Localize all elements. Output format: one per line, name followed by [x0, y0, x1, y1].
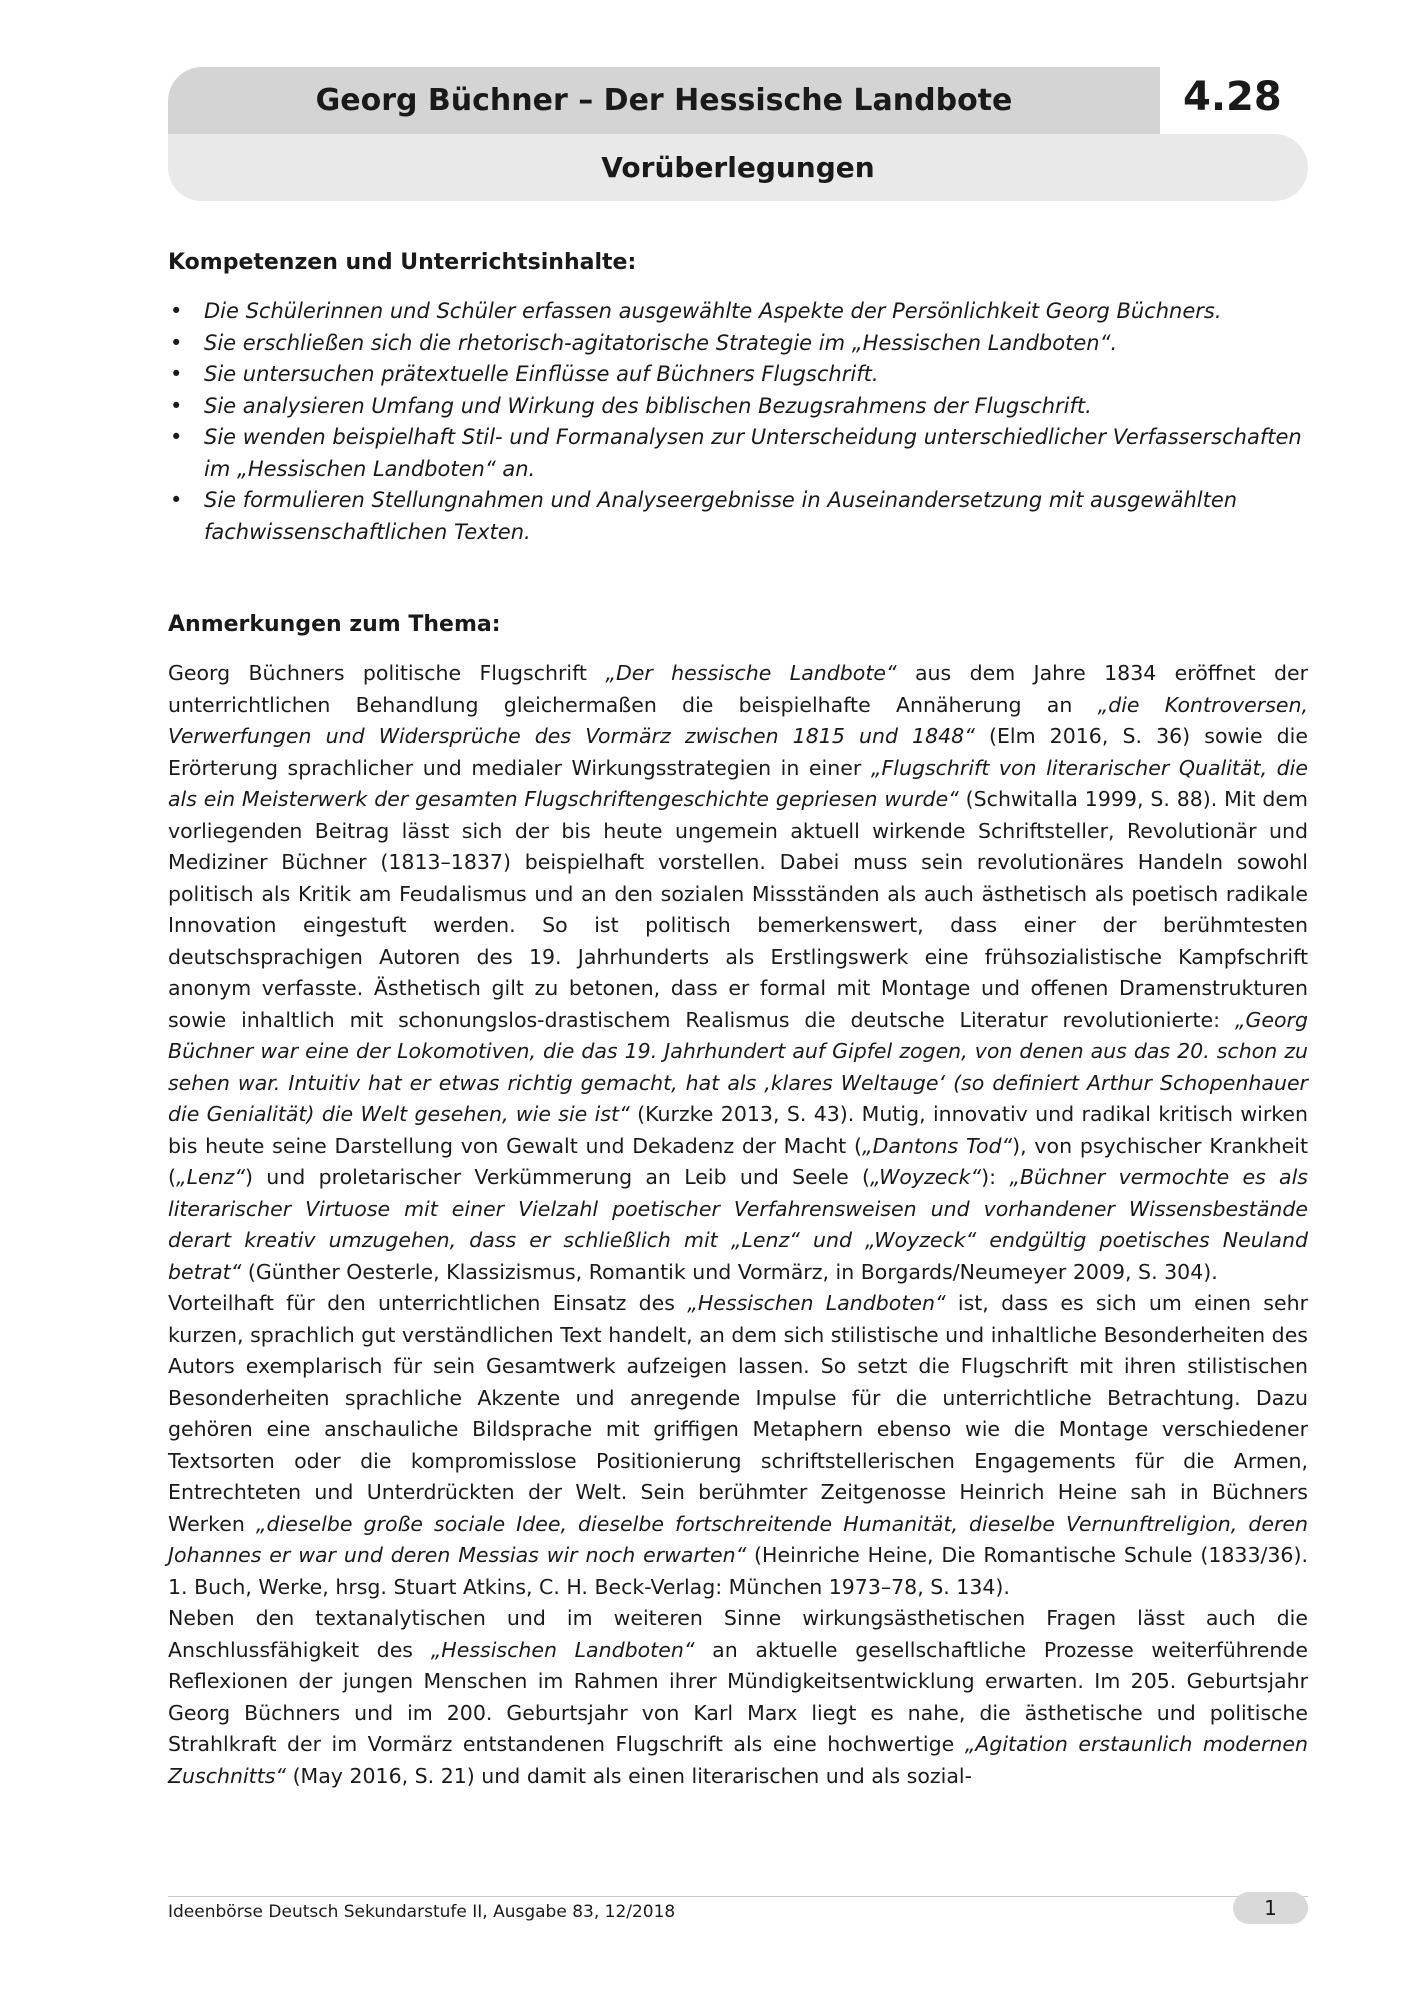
page-subtitle: Vorüberlegungen [601, 151, 875, 184]
text-run: (May 2016, S. 21) und damit als einen literarischen und als sozial- [286, 1763, 973, 1788]
paragraph-3 [168, 1603, 1308, 1792]
text-run: Vorteilhaft für den unterrichtlichen Einsatz des [168, 1291, 688, 1315]
competencies-list [168, 296, 1308, 548]
paragraph-2 [168, 1288, 1308, 1603]
text-run: aus dem Jahre 1834 eröffnet der unterrichtlichen Behandlung gleichermaßen die beispielhafte Annäherung an [168, 661, 1308, 717]
quote: „Georg Büchner war eine der Lokomotiven, die das 19. Jahrhundert auf Gipfel zogen, von denen aus das 20. schon zu sehen war. Intuitiv hat er etwas richtig gemacht, hat als ‚klares Weltauge‘ (so definiert Arthur Schopenhauer die Genialität) die Welt gesehen, wie sie ist“ [168, 1007, 1308, 1126]
remarks-heading: Anmerkungen zum Thema: [168, 612, 501, 637]
list-item: • Die Schülerinnen und Schüler erfassen ausgewählte Aspekte der Persönlichkeit Georg Büchners. [168, 296, 1308, 328]
quote: „Der hessische Landbote“ [605, 661, 897, 685]
list-item: • Sie erschließen sich die rhetorisch-agitatorische Strategie im „Hessischen Landboten“. [168, 328, 1308, 360]
quote: „Hessischen Landboten“ [430, 1637, 695, 1662]
text-run: an aktuelle gesellschaftliche Prozesse weiterführende Reflexionen der jungen Menschen im Rahmen ihrer Mündigkeitsentwicklung erwarten. Im 205. Geburtsjahr Georg Büchners und im 200. Geburtsjahr von Karl Marx liegt es nahe, die ästhetische und politische Strahlkraft der im Vormärz entstandenen Flugschrift als eine hochwertige [168, 1637, 1308, 1756]
competencies-heading: Kompetenzen und Unterrichtsinhalte: [168, 250, 637, 275]
quote: „Flugschrift von literarischer Qualität, die als ein Meisterwerk der gesamten Flugschriftengeschichte gepriesen wurde“ [168, 755, 1308, 811]
quote: „Lenz“ [176, 1165, 246, 1189]
list-item: • Sie analysieren Umfang und Wirkung des biblischen Bezugsrahmens der Flugschrift. [168, 391, 1308, 423]
page-title: Georg Büchner – Der Hessische Landbote [315, 83, 1013, 118]
subtitle-bar [168, 134, 1308, 201]
list-item: • Sie untersuchen prätextuelle Einflüsse auf Büchners Flugschrift. [168, 359, 1308, 391]
text-run: ): [981, 1165, 1010, 1189]
quote: „Dantons Tod“ [861, 1133, 1013, 1158]
text-run: ), von psychischer Krankheit ( [168, 1133, 1308, 1189]
footer-divider [168, 1896, 1308, 1897]
quote: „Büchner vermochte es als literarischer Virtuose mit einer Vielzahl poetischer Verfahrensweisen und vorhandener Wissensbestände derart kreativ umzugehen, dass er schließlich mit „Lenz“ und „Woyzeck“ endgültig poetisches Neuland betrat“ [168, 1165, 1308, 1284]
text-run: (Elm 2016, S. 36) sowie die Erörterung sprachlicher und medialer Wirkungsstrategien in einer [168, 724, 1308, 780]
quote: „Woyzeck“ [869, 1165, 982, 1189]
list-item: • Sie formulieren Stellungnahmen und Analyseergebnisse in Auseinandersetzung mit ausgewählten fachwissenschaftlichen Texten. [168, 485, 1308, 548]
quote: „dieselbe große sociale Idee, dieselbe fortschreitende Humanität, dieselbe Vernunftreligion, deren Johannes er war und deren Messias wir noch erwarten“ [168, 1511, 1308, 1567]
list-item: • Sie wenden beispielhaft Stil- und Formanalysen zur Unterscheidung unterschiedlicher Verfasserschaften im „Hessischen Landboten“ an. [168, 422, 1308, 485]
text-run: Neben den textanalytischen und im weiteren Sinne wirkungsästhetischen Fragen lässt auch die Anschlussfähigkeit des [168, 1606, 1308, 1662]
section-number: 4.28 [1183, 74, 1282, 120]
text-run: (Günther Oesterle, Klassizismus, Romantik und Vormärz, in Borgards/Neumeyer 2009, S. 304). [241, 1259, 1218, 1284]
main-content [168, 248, 1308, 1792]
page-number: 1 [1233, 1892, 1308, 1924]
text-run: ) und proletarischer Verkümmerung an Leib und Seele ( [245, 1165, 870, 1189]
text-run: (Schwitalla 1999, S. 88). Mit dem vorliegenden Beitrag lässt sich der bis heute ungemein aktuell wirkende Schriftsteller, Revolutionär und Mediziner Büchner (1813–1837) beispielhaft vorstellen. Dabei muss sein revolutionäres Handeln sowohl politisch als Kritik am Feudalismus und an den sozialen Missständen als auch ästhetisch als poetisch radikale Innovation eingestuft werden. So ist politisch bemerkenswert, dass einer der berühmtesten deutschsprachigen Autoren des 19. Jahrhunderts als Erstlingswerk eine frühsozialistische Kampfschrift anonym verfasste. Ästhetisch gilt zu betonen, dass er formal mit Montage und offenen Dramenstrukturen sowie inhaltlich mit schonungslos-drastischem Realismus die deutsche Literatur revolutionierte: [168, 787, 1308, 1032]
text-run: Georg Büchners politische Flugschrift [168, 661, 606, 685]
quote: „Hessischen Landboten“ [687, 1291, 946, 1315]
quote: „die Kontroversen, Verwerfungen und Widersprüche des Vormärz zwischen 1815 und 1848“ [168, 692, 1309, 748]
title-bar [168, 67, 1160, 134]
paragraph-1 [168, 658, 1308, 1288]
quote: „Agitation erstaunlich modernen Zuschnitts“ [168, 1732, 1308, 1788]
footer-text: Ideenbörse Deutsch Sekundarstufe II, Ausgabe 83, 12/2018 [168, 1902, 676, 1922]
text-run: (Kurzke 2013, S. 43). Mutig, innovativ und radikal kritisch wirken bis heute seine Darstellung von Gewalt und Dekadenz der Macht ( [168, 1102, 1308, 1158]
text-run: ist, dass es sich um einen sehr kurzen, sprachlich gut verständlichen Text handelt, an dem sich stilistische und inhaltliche Besonderheiten des Autors exemplarisch für sein Gesamtwerk aufzeigen lassen. So setzt die Flugschrift mit ihren stilistischen Besonderheiten sprachliche Akzente und anregende Impulse für die unterrichtliche Betrachtung. Dazu gehören eine anschauliche Bildsprache mit griffigen Metaphern ebenso wie die Montage verschiedener Textsorten oder die kompromisslose Positionierung schriftstellerischen Engagements für die Armen, Entrechteten und Unterdrückten der Welt. Sein berühmter Zeitgenosse Heinrich Heine sah in Büchners Werken [168, 1291, 1309, 1536]
text-run: (Heinriche Heine, Die Romantische Schule (1833/36). 1. Buch, Werke, hrsg. Stuart Atkins, C. H. Beck-Verlag: München 1973–78, S. 134). [168, 1543, 1308, 1599]
